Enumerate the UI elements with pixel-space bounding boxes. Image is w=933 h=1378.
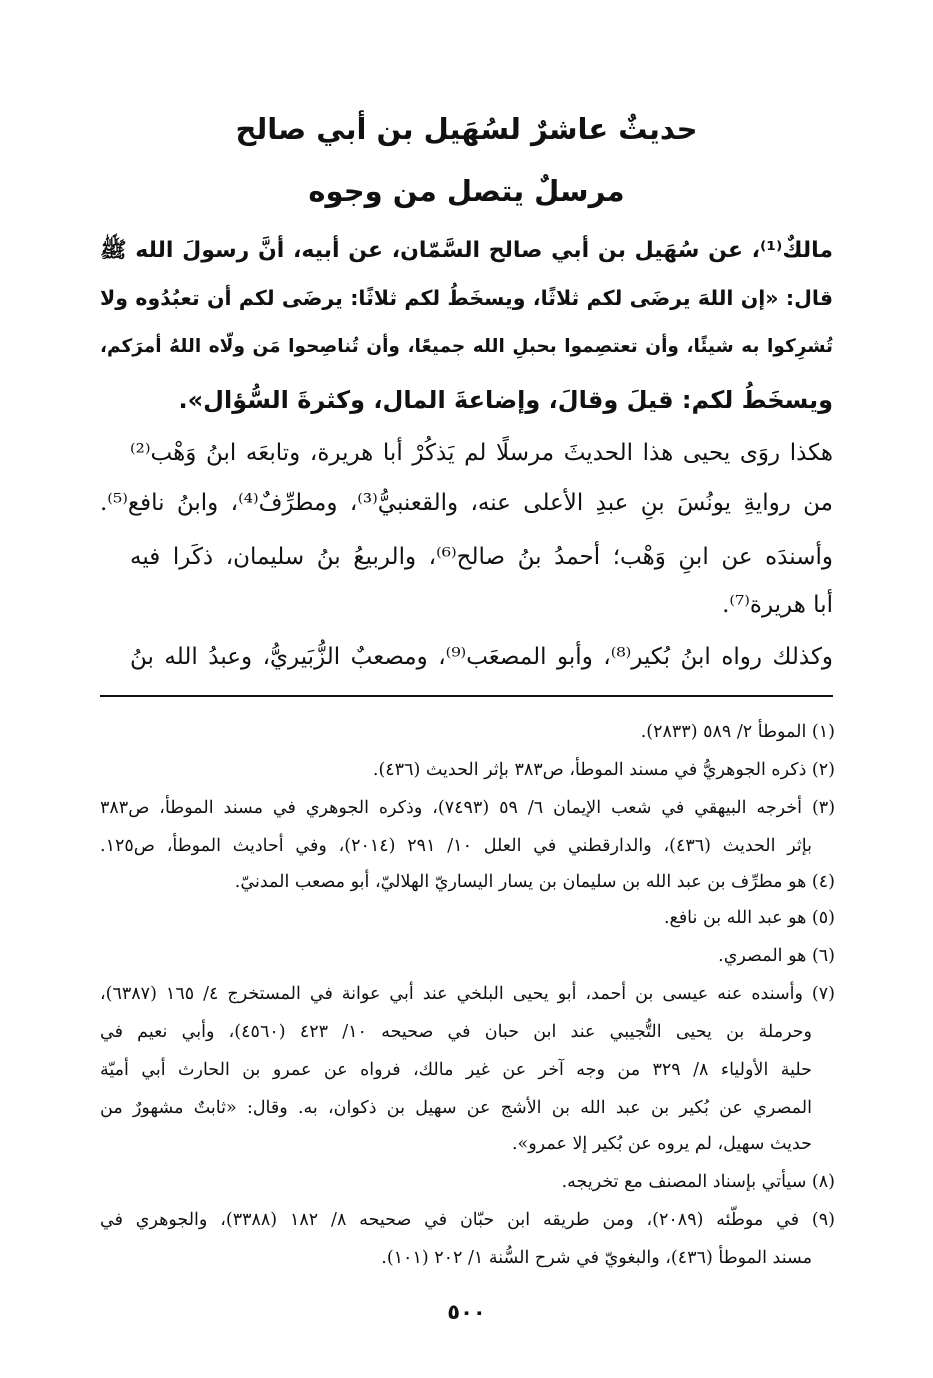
body-line: وكذلك رواه ابنُ بُكير⁽⁸⁾، وأبو المصعَب⁽⁹⁾، ومصعبٌ الزُّبَيريُّ، وعبدُ الله بنُ [130,644,834,670]
footnote-continuation: حلية الأولياء ٨/ ٣٢٩ من وجه آخر عن غير مالك، فرواه عن عمرو بن الحارث أبي أميّة [100,1060,812,1080]
body-line: أبا هريرة⁽⁷⁾. [722,592,833,618]
hadith-line: مالكٌ⁽¹⁾، عن سُهَيل بن أبي صالح السَّمّان، عن أبيه، أنَّ رسولَ الله ﷺ [100,238,833,263]
footnote: (٨) سيأتي بإسناد المصنف مع تخريجه. [561,1172,835,1192]
footnote-continuation: بإثر الحديث (٤٣٦)، والدارقطني في العلل ١٠/ ٢٩١ (٢٠١٤)، وفي أحاديث الموطأ، ص١٢٥. [100,836,813,856]
footnote: (٦) هو المصري. [718,946,835,966]
footnote-continuation: المصري عن بُكير بن عبد الله بن الأشج عن سهيل بن ذكوان، به. وقال: «ثابتٌ مشهورٌ من [100,1098,812,1118]
body-line: من روايةِ يونُسَ بنِ عبدِ الأعلى عنه، والقعنبيُّ⁽³⁾، ومطرِّفٌ⁽⁴⁾، وابنُ نافع⁽⁵⁾. [100,490,834,516]
body-line: وأسندَه عن ابنِ وَهْب؛ أحمدُ بنُ صالح⁽⁶⁾، والربيعُ بنُ سليمان، ذكَرا فيه [130,544,833,570]
footnote: (٩) في موطّئه (٢٠٨٩)، ومن طريقه ابن حبّان في صحيحه ٨/ ١٨٢ (٣٣٨٨)، والجوهري في [100,1210,835,1230]
footnote-continuation: مسند الموطأ (٤٣٦)، والبغويّ في شرح السُّنة ١/ ٢٠٢ (١٠١). [381,1248,812,1268]
footnote: (١) الموطأ ٢/ ٥٨٩ (٢٨٣٣). [640,722,835,742]
footnote: (٤) هو مطرِّف بن عبد الله بن سليمان بن يسار اليساريّ الهلاليّ، أبو مصعب المدنيّ. [234,872,835,892]
footnote: (٧) وأسنده عنه عيسى بن أحمد، أبو يحيى البلخي عند أبي عوانة في المستخرج ٤/ ١٦٥ (٦٣٨٧)، [100,984,835,1004]
page-number: ٥٠٠ [447,1300,486,1324]
footnote-separator [100,695,833,697]
body-line: هكذا روَى يحيى هذا الحديثَ مرسلًا لم يَذكُرْ أبا هريرة، وتابعَه ابنُ وَهْب⁽²⁾ [130,440,833,466]
hadith-line: تُشرِكوا به شيئًا، وأن تعتصِموا بحبلِ الله جميعًا، وأن تُناصِحوا مَن ولّاه اللهُ أمرَكم، [100,336,833,357]
footnote-continuation: حديث سهيل، لم يروه عن بُكير إلا عمرو». [511,1134,812,1154]
chapter-title: حديثٌ عاشرٌ لسُهَيل بن أبي صالح [235,112,698,146]
hadith-line: ويسخَطُ لكم: قيلَ وقالَ، وإضاعةَ المال، وكثرةَ السُّؤال». [178,386,833,414]
chapter-subtitle: مرسلٌ يتصل من وجوه [308,174,625,208]
footnote: (٢) ذكره الجوهريُّ في مسند الموطأ، ص٣٨٣ بإثر الحديث (٤٣٦). [372,760,835,780]
hadith-line: قال: «إن اللهَ يرضَى لكم ثلاثًا، ويسخَطُ لكم ثلاثًا: يرضَى لكم أن تعبُدُوه ولا [100,286,833,310]
footnote-continuation: وحرملة بن يحيى التُّجيبي عند ابن حبان في صحيحه ١٠/ ٤٢٣ (٤٥٦٠)، وأبي نعيم في [100,1022,812,1042]
footnote: (٣) أخرجه البيهقي في شعب الإيمان ٦/ ٥٩ (٧٤٩٣)، وذكره الجوهري في مسند الموطأ، ص٣٨٣ [100,798,836,818]
footnote: (٥) هو عبد الله بن نافع. [663,908,835,928]
